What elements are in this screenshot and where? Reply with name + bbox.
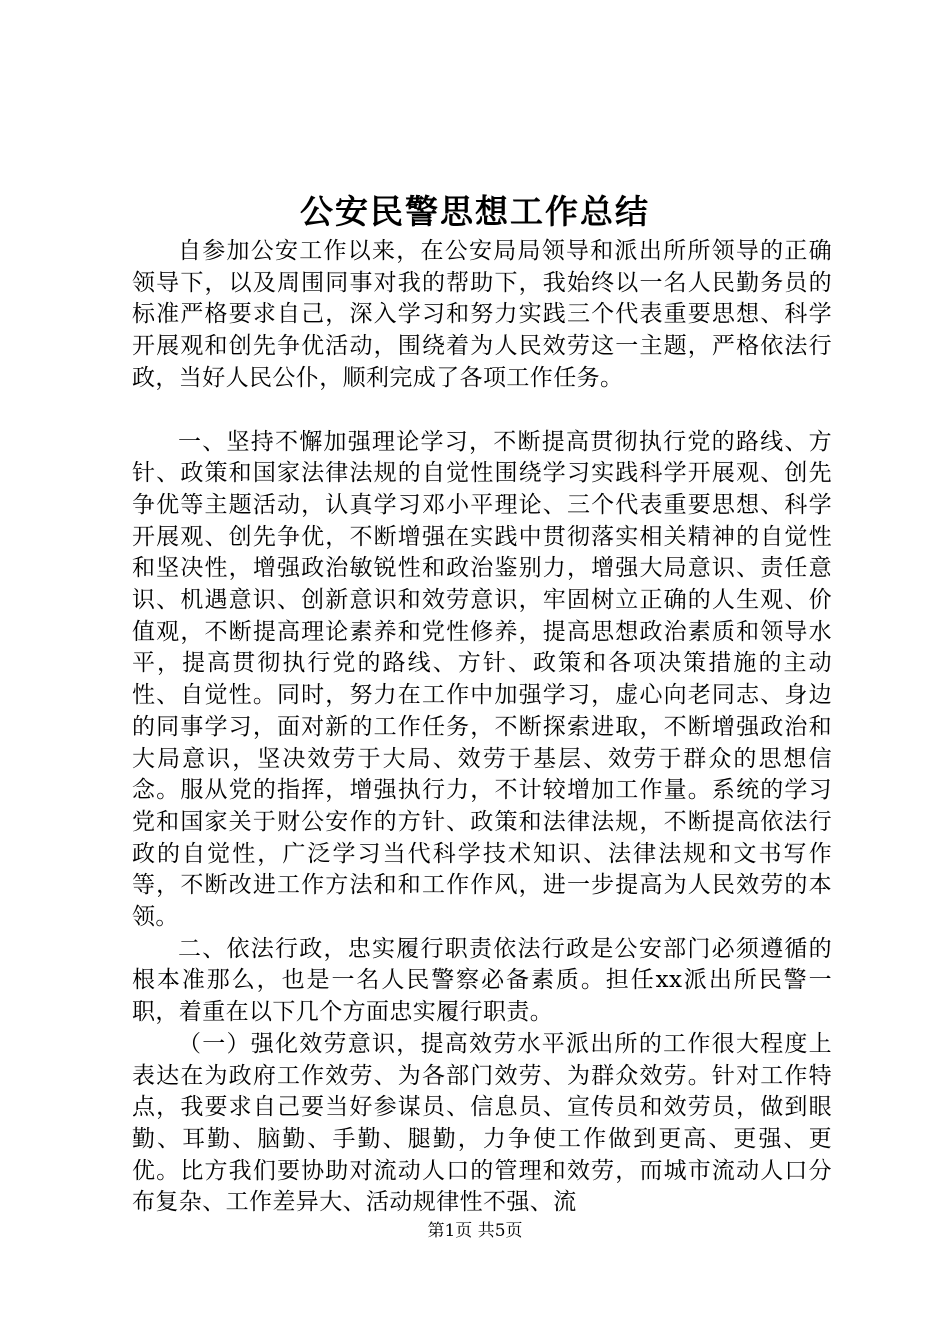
paragraph-intro: 自参加公安工作以来，在公安局局领导和派出所所领导的正确领导下，以及周围同事对我的帮助下，我始终以一名人民勤务员的标准严格要求自己，深入学习和努力实践三个代表重要思想、科学开展观和创先争优活动，围绕着为人民效劳这一主题，严格依法行政，当好人民公仆，顺利完成了各项工作任务。 (132, 238, 832, 391)
document-body (132, 236, 832, 1219)
page-indicator: 第1页 共5页 (427, 1221, 523, 1241)
paragraph-subsection-1: （一）强化效劳意识，提高效劳水平派出所的工作很大程度上表达在为政府工作效劳、为各部门效劳、为群众效劳。针对工作特点，我要求自己要当好参谋员、信息员、宣传员和效劳员，做到眼勤、耳勤、脑勤、手勤、腿勤，力争使工作做到更高、更强、更优。比方我们要协助对流动人口的管理和效劳，而城市流动人口分布复杂、工作差异大、活动规律性不强、流 (132, 1030, 832, 1216)
document-title: 公安民警思想工作总结 (300, 192, 650, 231)
paragraph-section-2: 二、依法行政，忠实履行职责依法行政是公安部门必须遵循的根本准那么，也是一名人民警察必备素质。担任xx派出所民警一职，着重在以下几个方面忠实履行职责。 (132, 935, 832, 1026)
paragraph-section-1: 一、坚持不懈加强理论学习，不断提高贯彻执行党的路线、方针、政策和国家法律法规的自觉性围绕学习实践科学开展观、创先争优等主题活动，认真学习邓小平理论、三个代表重要思想、科学开展观、创先争优，不断增强在实践中贯彻落实相关精神的自觉性和坚决性，增强政治敏锐性和政治鉴别力，增强大局意识、责任意识、机遇意识、创新意识和效劳意识，牢固树立正确的人生观、价值观，不断提高理论素养和党性修养，提高思想政治素质和领导水平，提高贯彻执行党的路线、方针、政策和各项决策措施的主动性、自觉性。同时，努力在工作中加强学习，虚心向老同志、身边的同事学习，面对新的工作任务，不断探索进取，不断增强政治和大局意识，坚决效劳于大局、效劳于基层、效劳于群众的思想信念。服从党的指挥，增强执行力，不计较增加工作量。系统的学习党和国家关于财公安作的方针、政策和法律法规，不断提高依法行政的自觉性，广泛学习当代科学技术知识、法律法规和文书写作等，不断改进工作方法和和工作作风，进一步提高为人民效劳的本领。 (132, 428, 832, 931)
